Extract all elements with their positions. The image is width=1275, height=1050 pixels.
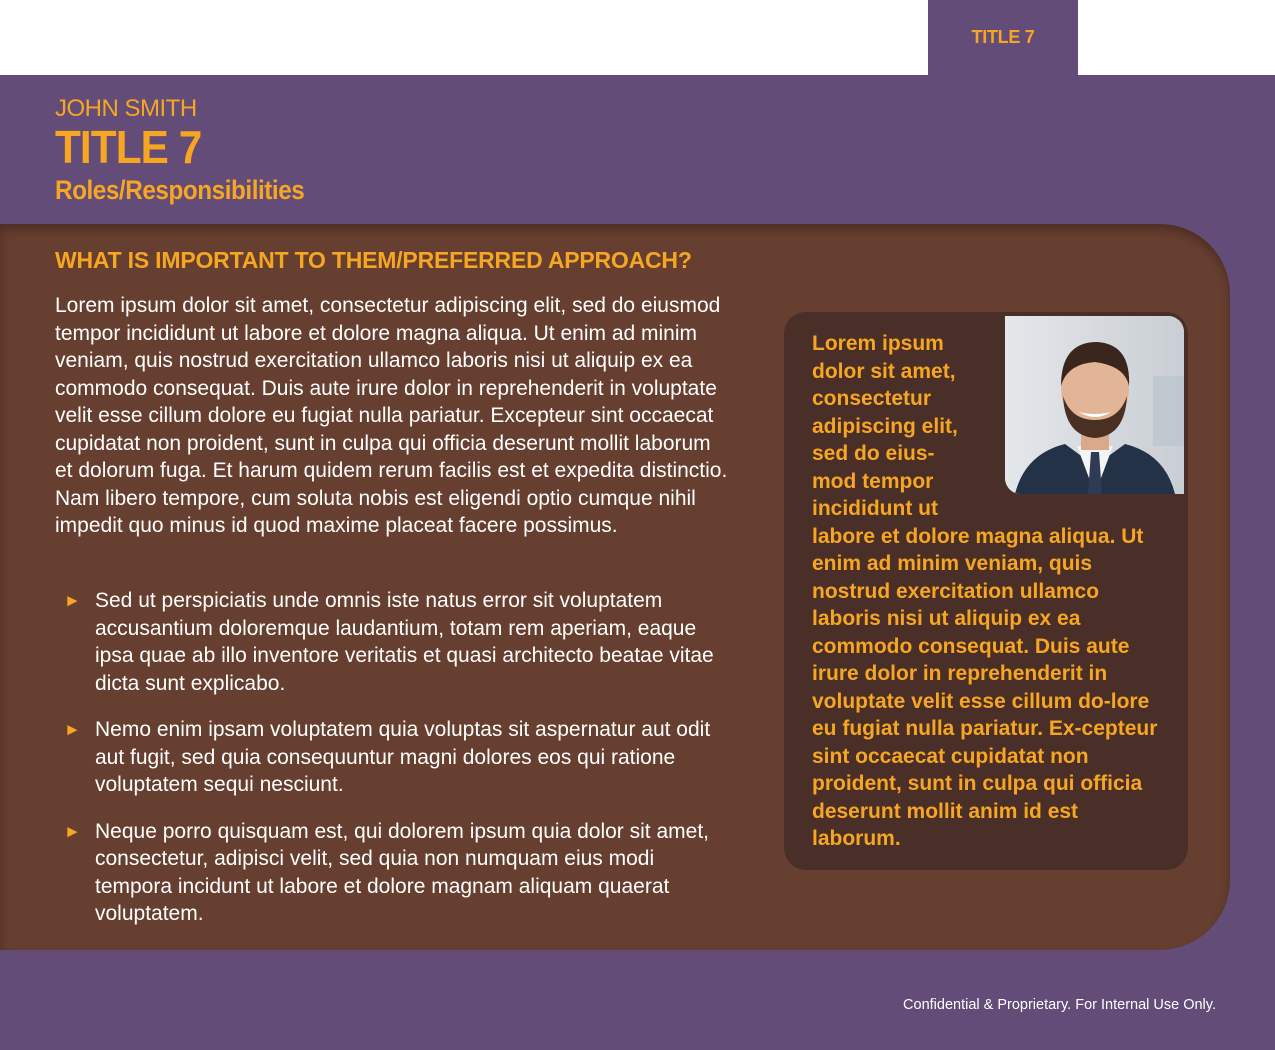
bullet-text: Nemo enim ipsam voluptatem quia voluptas sit aspernatur aut odit aut fugit, sed quia consequuntur magni dolores eos qui ratione voluptatem sequi nesciunt. (95, 718, 711, 796)
footer-notice: Confidential & Proprietary. For Internal Use Only. (903, 997, 1216, 1013)
triangle-right-icon: ► (64, 591, 81, 610)
bullet-text: Sed ut perspiciatis unde omnis iste natus error sit voluptatem accusantium doloremque laudantium, totam rem aperiam, eaque ipsa quae ab illo inventore veritatis et quasi architecto beatae vitae dicta sunt explicabo. (95, 589, 714, 695)
top-bar (0, 0, 1275, 75)
triangle-right-icon: ► (64, 720, 81, 739)
page-subtitle: Roles/Responsibilities (55, 175, 305, 205)
tab-title-7[interactable]: TITLE 7 (928, 0, 1078, 75)
page-title: TITLE 7 (55, 121, 202, 173)
photo-spacer (972, 330, 1172, 500)
list-item (64, 716, 734, 799)
triangle-right-icon: ► (64, 821, 81, 841)
list-item (64, 587, 734, 697)
author-name: JOHN SMITH (55, 95, 197, 122)
section-body: Lorem ipsum dolor sit amet, consectetur adipiscing elit, sed do eiusmod tempor incididunt ut labore et dolore magna aliqua. Ut enim ad minim veniam, quis nostrud exercitation ullamco laboris nisi ut aliquip ex ea commodo consequat. Duis aute irure dolor in reprehenderit in voluptate velit esse cillum dolore eu fugiat nulla pariatur. Excepteur sint occaecat cupidatat non proident, sunt in culpa qui officia deserunt mollit laborum et dolorum fuga. Et harum quidem rerum facilis est et expedita distinctio. Nam libero tempore, cum soluta nobis est eligendi optio cumque nihil impedit quo minus id quod maxime placeat facere possimus. (55, 294, 728, 537)
quote-body: Lorem ipsum dolor sit amet, consectetur adipiscing elit, sed do eius-mod tempor incididunt ut labore et dolore magna aliqua. Ut enim ad minim veniam, quis nostrud exercitation ullamco laboris nisi ut aliquip ex ea commodo consequat. Duis aute irure dolor in reprehenderit in voluptate velit esse cillum do-lore eu fugiat nulla pariatur. Ex-cepteur sint occaecat cupidatat non proident, sunt in culpa qui officia deserunt mollit anim id est laborum. (812, 332, 1158, 850)
bullet-list (64, 587, 734, 947)
list-item (64, 818, 734, 928)
section-heading: WHAT IS IMPORTANT TO THEM/PREFERRED APPROACH? (55, 247, 692, 273)
bullet-text: Neque porro quisquam est, qui dolorem ipsum quia dolor sit amet, consectetur, adipisci velit, sed quia non numquam eius modi tempora incidunt ut labore et dolore magnam aliquam quaerat voluptatem. (95, 819, 709, 925)
quote-text (812, 330, 1172, 853)
